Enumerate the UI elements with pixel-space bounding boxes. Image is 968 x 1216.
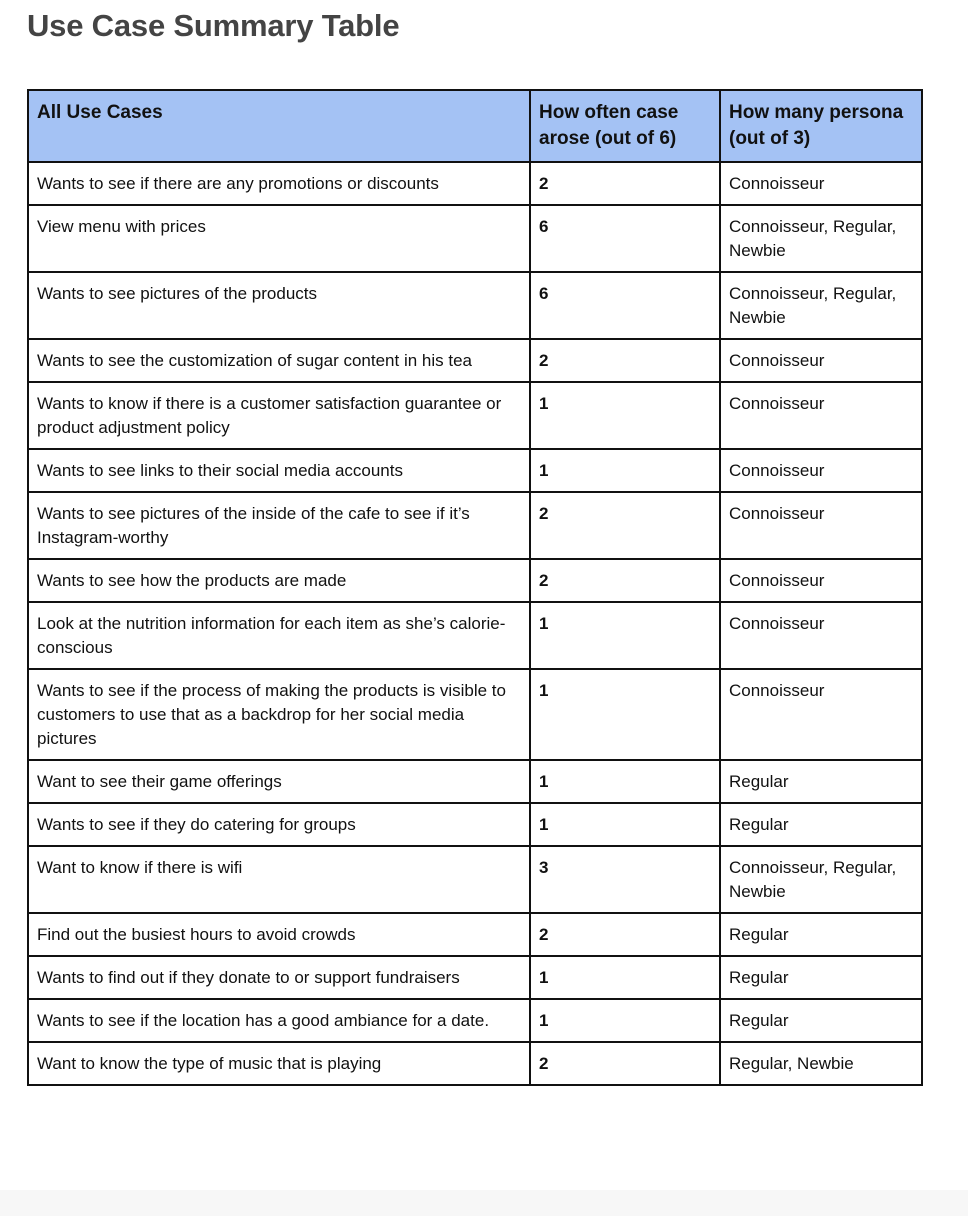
table-row — [28, 913, 922, 956]
count-cell: 2 — [530, 559, 720, 602]
count-cell: 1 — [530, 382, 720, 449]
persona-cell: Connoisseur — [720, 162, 922, 205]
table-header-row — [28, 90, 922, 162]
table-row — [28, 956, 922, 999]
use-case-cell: Wants to see how the products are made — [28, 559, 530, 602]
persona-cell: Connoisseur — [720, 669, 922, 760]
table-row — [28, 382, 922, 449]
use-case-cell: Wants to know if there is a customer satisfaction guarantee or product adjustment policy — [28, 382, 530, 449]
use-case-cell: Wants to see pictures of the inside of the cafe to see if it’s Instagram-worthy — [28, 492, 530, 559]
table-row — [28, 669, 922, 760]
table-row — [28, 339, 922, 382]
count-cell: 2 — [530, 492, 720, 559]
persona-cell: Connoisseur — [720, 339, 922, 382]
table-row — [28, 1042, 922, 1085]
count-cell: 1 — [530, 669, 720, 760]
count-cell: 1 — [530, 449, 720, 492]
persona-cell: Regular — [720, 913, 922, 956]
use-case-cell: Wants to find out if they donate to or support fundraisers — [28, 956, 530, 999]
count-cell: 1 — [530, 803, 720, 846]
table-row — [28, 803, 922, 846]
count-cell: 6 — [530, 205, 720, 272]
count-cell: 1 — [530, 760, 720, 803]
use-case-summary-table — [27, 89, 923, 1086]
persona-cell: Regular — [720, 803, 922, 846]
count-cell: 1 — [530, 956, 720, 999]
persona-cell: Connoisseur, Regular, Newbie — [720, 846, 922, 913]
table-row — [28, 999, 922, 1042]
count-cell: 6 — [530, 272, 720, 339]
count-cell: 2 — [530, 339, 720, 382]
count-cell: 2 — [530, 1042, 720, 1085]
page-bottom-band — [0, 1190, 968, 1216]
use-case-cell: Wants to see links to their social media accounts — [28, 449, 530, 492]
use-case-cell: Wants to see pictures of the products — [28, 272, 530, 339]
use-case-cell: View menu with prices — [28, 205, 530, 272]
persona-cell: Regular — [720, 760, 922, 803]
use-case-cell: Wants to see if the process of making the products is visible to customers to use that as a backdrop for her social media pictures — [28, 669, 530, 760]
use-case-cell: Wants to see if there are any promotions or discounts — [28, 162, 530, 205]
persona-cell: Connoisseur — [720, 559, 922, 602]
count-cell: 1 — [530, 602, 720, 669]
table-row — [28, 492, 922, 559]
use-case-cell: Want to know the type of music that is playing — [28, 1042, 530, 1085]
persona-cell: Connoisseur, Regular, Newbie — [720, 205, 922, 272]
persona-cell: Connoisseur — [720, 449, 922, 492]
persona-cell: Regular — [720, 956, 922, 999]
table-row — [28, 602, 922, 669]
persona-cell: Connoisseur — [720, 382, 922, 449]
use-case-cell: Want to see their game offerings — [28, 760, 530, 803]
use-case-cell: Wants to see if they do catering for groups — [28, 803, 530, 846]
use-case-cell: Want to know if there is wifi — [28, 846, 530, 913]
table-row — [28, 449, 922, 492]
table-row — [28, 760, 922, 803]
header-how-often: How often case arose (out of 6) — [530, 90, 720, 162]
use-case-cell: Wants to see the customization of sugar content in his tea — [28, 339, 530, 382]
table-row — [28, 205, 922, 272]
header-all-use-cases: All Use Cases — [28, 90, 530, 162]
header-how-many-persona: How many persona (out of 3) — [720, 90, 922, 162]
count-cell: 2 — [530, 913, 720, 956]
page-title: Use Case Summary Table — [27, 8, 400, 43]
count-cell: 2 — [530, 162, 720, 205]
table-row — [28, 559, 922, 602]
persona-cell: Regular — [720, 999, 922, 1042]
use-case-cell: Wants to see if the location has a good ambiance for a date. — [28, 999, 530, 1042]
persona-cell: Connoisseur — [720, 602, 922, 669]
table-row — [28, 272, 922, 339]
persona-cell: Connoisseur, Regular, Newbie — [720, 272, 922, 339]
table-row — [28, 162, 922, 205]
count-cell: 3 — [530, 846, 720, 913]
persona-cell: Regular, Newbie — [720, 1042, 922, 1085]
use-case-cell: Find out the busiest hours to avoid crowds — [28, 913, 530, 956]
use-case-cell: Look at the nutrition information for each item as she’s calorie-conscious — [28, 602, 530, 669]
table-row — [28, 846, 922, 913]
count-cell: 1 — [530, 999, 720, 1042]
persona-cell: Connoisseur — [720, 492, 922, 559]
